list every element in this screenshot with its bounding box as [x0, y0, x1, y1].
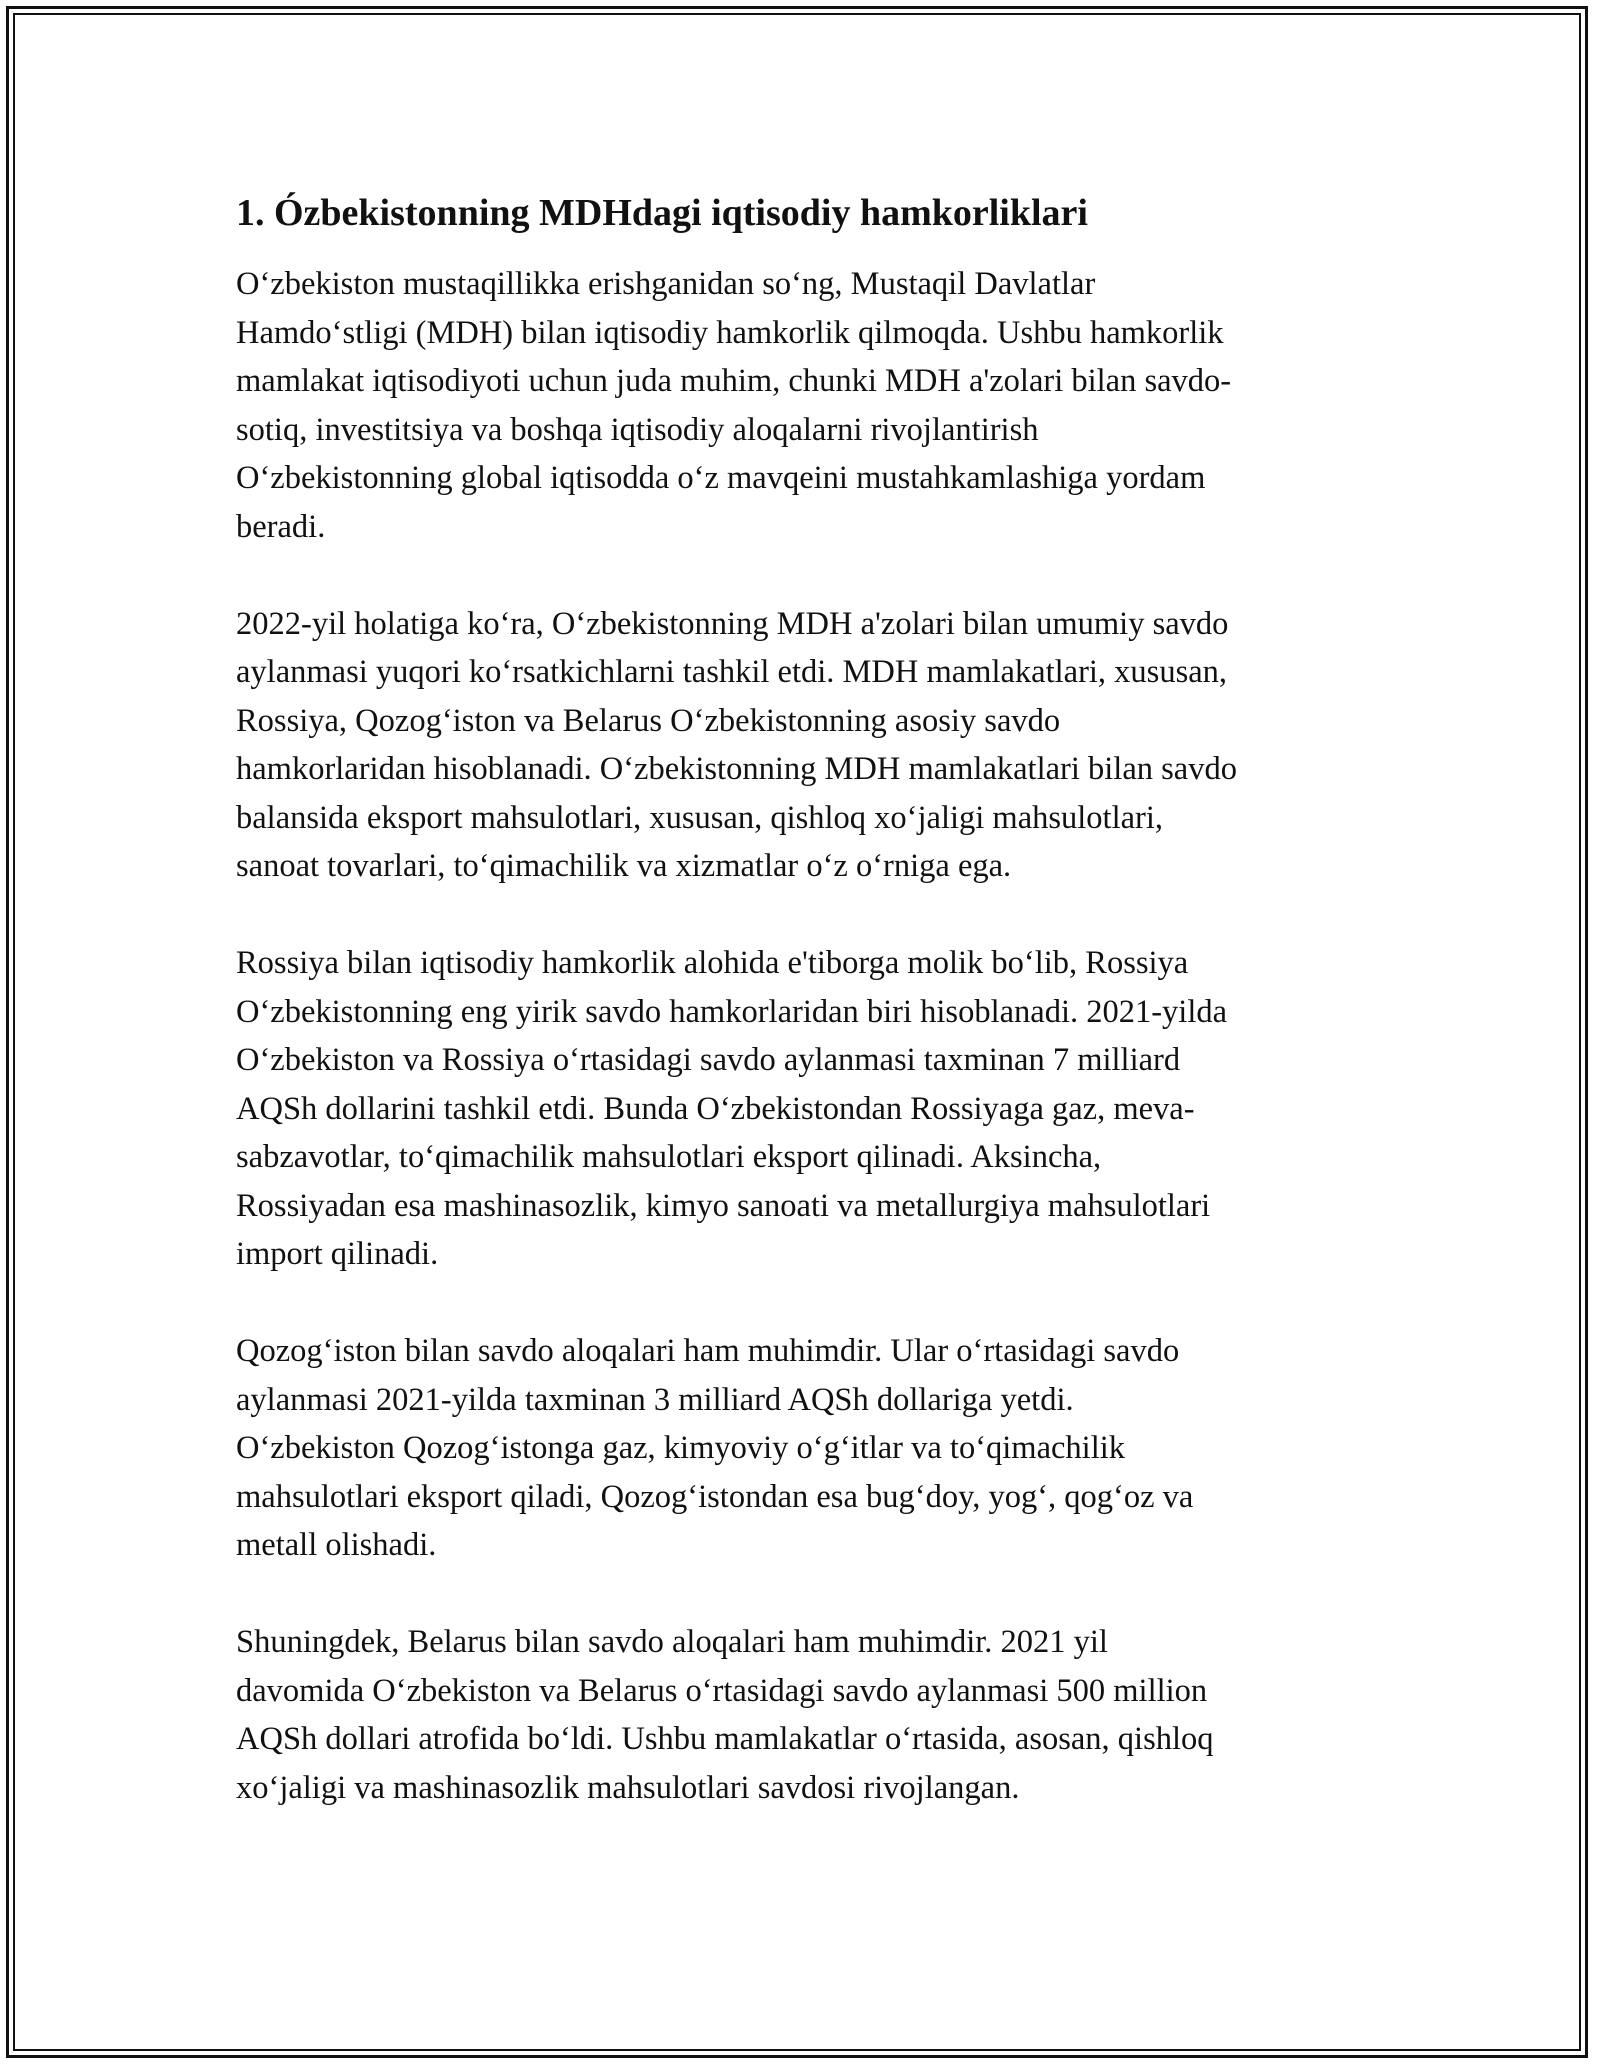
text-line: sanoat tovarlari, to‘qimachilik va xizmatlar o‘z o‘rniga ega.: [236, 848, 1012, 884]
text-line: Rossiya, Qozog‘iston va Belarus O‘zbekistonning asosiy savdo: [236, 702, 1061, 739]
text-line: sabzavotlar, to‘qimachilik mahsulotlari eksport qilinadi. Aksincha,: [236, 1139, 1102, 1175]
paragraph-2: [236, 600, 1376, 891]
text-line: metall olishadi.: [236, 1527, 437, 1563]
document-body: [236, 188, 1376, 1861]
text-line: Shuningdek, Belarus bilan savdo aloqalari ham muhimdir. 2021 yil: [236, 1624, 1108, 1660]
text-line: AQSh dollari atrofida bo‘ldi. Ushbu mamlakatlar o‘rtasida, asosan, qishloq: [236, 1721, 1214, 1757]
text-line: Qozog‘iston bilan savdo aloqalari ham muhimdir. Ular o‘rtasidagi savdo: [236, 1333, 1180, 1369]
text-line: mahsulotlari eksport qiladi, Qozog‘istondan esa bug‘doy, yog‘, qog‘oz va: [236, 1478, 1194, 1515]
text-line: O‘zbekiston va Rossiya o‘rtasidagi savdo aylanmasi taxminan 7 milliard: [236, 1042, 1181, 1078]
text-line: xo‘jaligi va mashinasozlik mahsulotlari savdosi rivojlangan.: [236, 1769, 1020, 1806]
text-line: Rossiya bilan iqtisodiy hamkorlik alohida e'tiborga molik bo‘lib, Rossiya: [236, 945, 1189, 981]
paragraph-3: [236, 939, 1376, 1279]
text-line: AQSh dollarini tashkil etdi. Bunda O‘zbekistondan Rossiyaga gaz, meva-: [236, 1090, 1195, 1127]
text-line: Rossiyadan esa mashinasozlik, kimyo sanoati va metallurgiya mahsulotlari: [236, 1187, 1211, 1224]
text-line: sotiq, investitsiya va boshqa iqtisodiy aloqalarni rivojlantirish: [236, 411, 1039, 448]
text-line: O‘zbekistonning eng yirik savdo hamkorlaridan biri hisoblanadi. 2021-yilda: [236, 993, 1228, 1030]
text-line: Hamdo‘stligi (MDH) bilan iqtisodiy hamkorlik qilmoqda. Ushbu hamkorlik: [236, 314, 1224, 351]
text-line: aylanmasi yuqori ko‘rsatkichlarni tashkil etdi. MDH mamlakatlari, xususan,: [236, 654, 1228, 690]
document-title: 1. Ózbekistonning MDHdagi iqtisodiy hamkorliklari: [236, 192, 1088, 234]
paragraph-4: [236, 1327, 1376, 1570]
text-line: mamlakat iqtisodiyoti uchun juda muhim, chunki MDH a'zolari bilan savdo-: [236, 363, 1232, 399]
text-line: hamkorlaridan hisoblanadi. O‘zbekistonning MDH mamlakatlari bilan savdo: [236, 751, 1237, 787]
text-line: O‘zbekistonning global iqtisodda o‘z mavqeini mustahkamlashiga yordam: [236, 460, 1206, 496]
paragraph-1: [236, 260, 1376, 551]
text-line: balansida eksport mahsulotlari, xususan, qishloq xo‘jaligi mahsulotlari,: [236, 799, 1164, 836]
text-line: O‘zbekiston Qozog‘istonga gaz, kimyoviy o‘g‘itlar va to‘qimachilik: [236, 1430, 1126, 1466]
text-line: import qilinadi.: [236, 1236, 439, 1272]
text-line: O‘zbekiston mustaqillikka erishganidan so‘ng, Mustaqil Davlatlar: [236, 266, 1096, 302]
text-line: aylanmasi 2021-yilda taxminan 3 milliard AQSh dollariga yetdi.: [236, 1381, 1074, 1418]
text-line: beradi.: [236, 508, 326, 545]
text-line: davomida O‘zbekiston va Belarus o‘rtasidagi savdo aylanmasi 500 million: [236, 1672, 1208, 1709]
text-line: 2022-yil holatiga ko‘ra, O‘zbekistonning MDH a'zolari bilan umumiy savdo: [236, 605, 1229, 642]
paragraph-5: [236, 1618, 1376, 1812]
